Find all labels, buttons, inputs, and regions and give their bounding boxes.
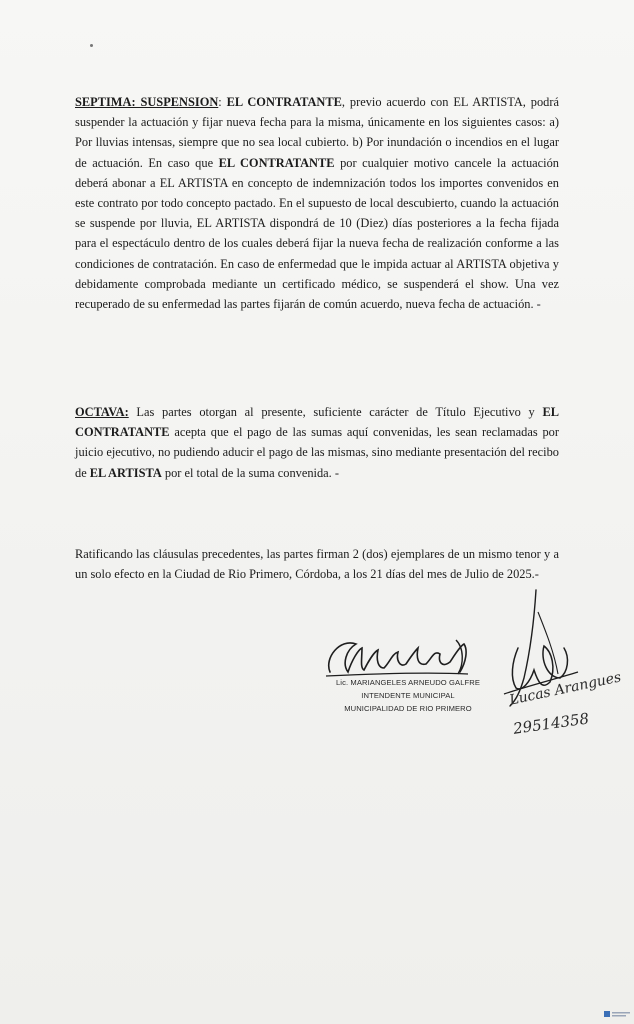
party-contratante: EL CONTRATANTE	[218, 155, 335, 170]
closing-paragraph: Ratificando las cláusulas precedentes, las partes firman 2 (dos) ejemplares de un mismo tenor y a un solo efecto en la Ciudad de Rio Primero, Córdoba, a los 21 días del mes de Julio de 2025.-	[75, 547, 559, 582]
stamp-name: Lic. MARIANGELES ARNEUDO GALFRE	[335, 678, 481, 687]
stamp-office: MUNICIPALIDAD DE RIO PRIMERO	[344, 704, 472, 713]
party-artista: EL ARTISTA	[89, 465, 162, 480]
handwritten-number: 29514358	[512, 709, 591, 738]
clause-septima-heading: SEPTIMA: SUSPENSION	[75, 95, 219, 109]
handwritten-name: Lucas Arangues	[508, 669, 623, 709]
clause-septima-text-2: por cualquier motivo cancele la actuación deberá abonar a EL ARTISTA en concepto de indemnización todos los importes convenidos en este contrato por todo concepto pactado. En el supuesto de local descubierto, cuando la actuación se suspende por lluvia, EL ARTISTA dispondrá de 10 (Diez) días posteriores a la fecha fijada para el espectáculo dentro de los cuales deberá fijar la nueva fecha de realización conforme a las condiciones de contratación. En caso de enfermedad que le impida actuar al ARTISTA objetiva y debidamente comprobada mediante un certificado médico, se suspenderá el show. Una vez recuperado de su enfermedad las partes fijarán de común acuerdo, nueva fecha de actuación. -	[75, 155, 559, 312]
scanner-logo-icon	[604, 1008, 630, 1020]
clause-octava-text-3: por el total de la suma convenida. -	[161, 465, 339, 480]
clause-octava-text-2: acepta que el pago de las sumas aquí convenidas, les sean reclamadas por juicio ejecutivo, no pudiendo aducir el pago de las mismas, sino mediante presentación del recibo de	[75, 425, 559, 480]
clause-septima	[75, 92, 559, 314]
clause-octava	[75, 402, 559, 483]
clause-septima-text-1: , previo acuerdo con EL ARTISTA, podrá suspender la actuación y fijar nueva fecha para la misma, únicamente en los siguientes casos: a) Por lluvias intensas, siempre que no sea local cubierto. b) Por inundación o incendios en el lugar de actuación. En caso que	[75, 95, 559, 170]
clause-septima-colon: :	[218, 95, 227, 109]
clause-octava-heading: OCTAVA:	[75, 405, 129, 419]
official-stamp	[322, 676, 494, 715]
scan-speck	[90, 44, 93, 47]
party-contratante: EL CONTRATANTE	[75, 405, 559, 440]
party-contratante: EL CONTRATANTE	[226, 95, 342, 109]
stamp-title: INTENDENTE MUNICIPAL	[361, 691, 455, 700]
clause-octava-text-1: Las partes otorgan al presente, suficiente carácter de Título Ejecutivo y	[128, 405, 543, 419]
